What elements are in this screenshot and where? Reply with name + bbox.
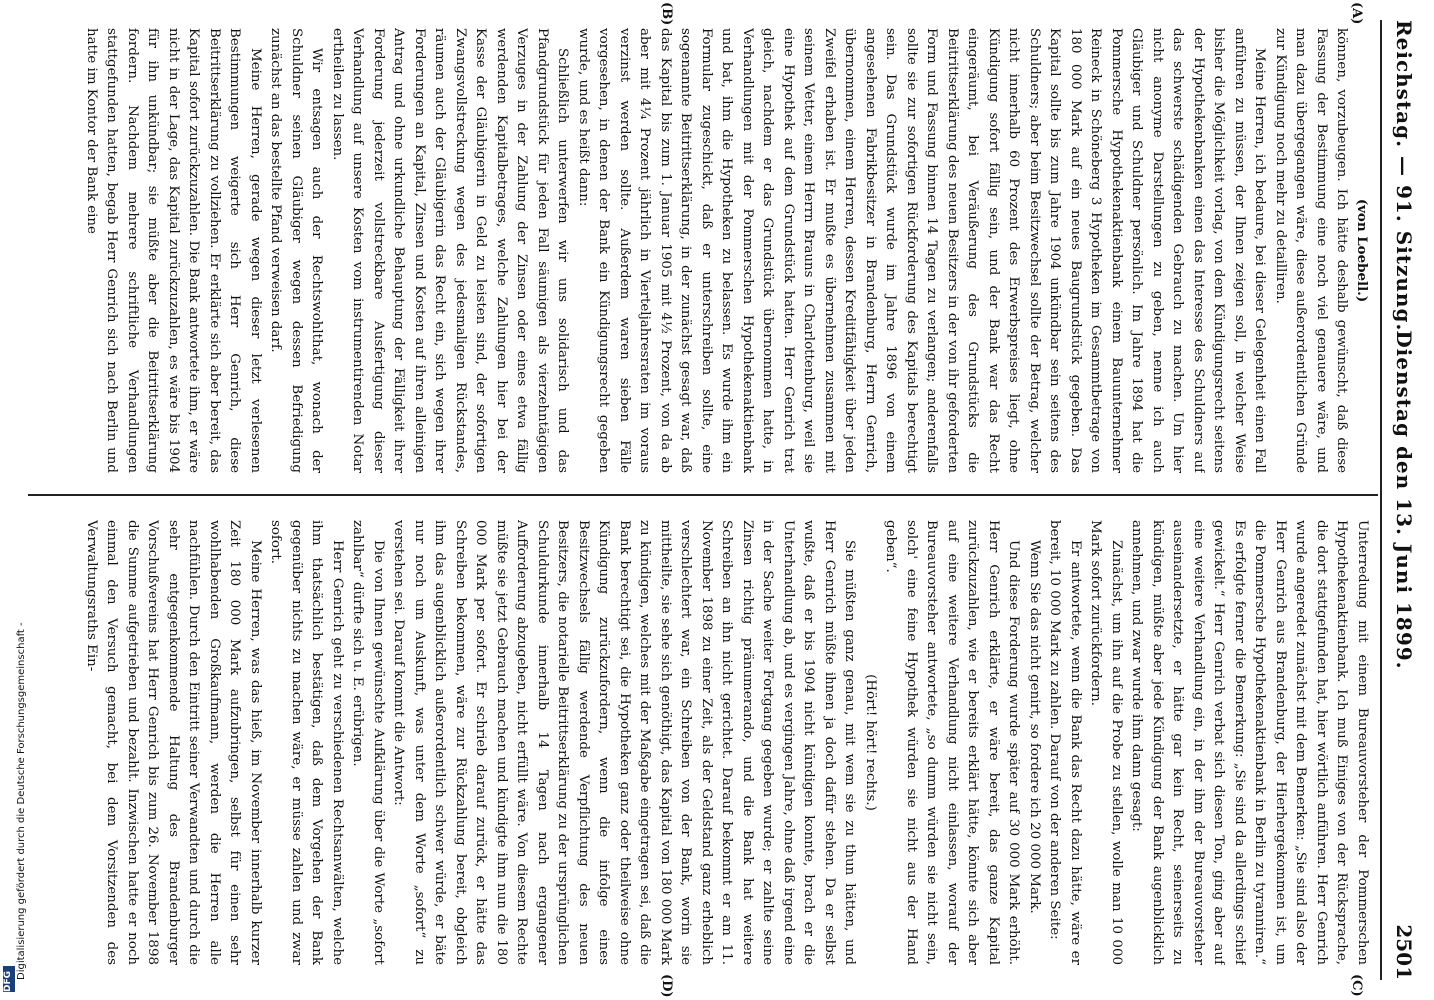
margin-mark-c: (C) [1349, 974, 1364, 997]
credit-text: Digitalisierung gefördert durch die Deutsche Forschungsgemeinschaft - [16, 622, 27, 980]
paragraph-quote: Wir entsagen auch der Rechtswohlthat, wonach der Schuldner seinen Gläubiger wegen dessen Befriedigung zunächst an das bestellte Pfand verweisen darf. [268, 28, 325, 473]
left-text-column [32, 28, 1372, 473]
margin-mark-a: (A) [1349, 2, 1364, 25]
paragraph: können, vorzubeugen. Ich hätte deshalb gewünscht, daß diese Fassung der Bestimmung eine noch viel genauere wäre, und man dazu übergegangen wäre, diese außerordentlichen Gründe zur Kündigung noch mehr zu detailliren. [1273, 28, 1350, 473]
paragraph-quote: Die von Ihnen gewünschte Aufklärung über die Worte „sofort zahlbar“ dürfte sich u. E. erübrigen. [350, 520, 386, 965]
page-header [1382, 20, 1422, 980]
margin-mark-b: (B) [659, 2, 674, 26]
paragraph: Sie müßten ganz genau, mit wem sie zu thun hätten, und Herr Genrich müßte ihnen ja doch dafür stehen. Da er selbst wußte, daß er bis 1904 nicht kündigen konnte, brach er die Unterhandlung ab, und es vergingen Jahre, ohne daß irgend eine in der Sache weiter Fortgang gegeben wurde; er zahlte seine Zinsen richtig pränumerando, und die Bank hat weitere Schreiben an ihn nicht gerichtet. Darauf bekommt er am 11. November 1898 zu einer Zeit, als der Geldstand ganz erheblich verschlechtert war, ein Schreiben von der Bank, worin sie mittheilte, sie sehe sich genöthigt, das Kapital von 180 000 Mark zu kündigen, welches mit der Maßgabe eingetragen sei, daß die Bank berechtigt sei, die Hypotheken ganz oder theilweise ohne Kündigung zurückzufordern, wenn die infolge eines Besitzwechsels fällig werdende Verpflichtung des neuen Besitzers, die notarielle Beitrittserklärung zu der ursprünglichen Schuldurkunde innerhalb 14 Tagen nach ergangener Aufforderung abzugeben, nicht erfüllt wäre. Von diesem Rechte müßte sie jetzt Gebrauch machen und kündigte ihm nun die 180 000 Mark per sofort. Er schrieb darauf zurück, er hätte das Schreiben bekommen, wäre zur Rückzahlung bereit, obgleich ihm das augenblicklich außerordentlich schwer würde, er bäte nur noch um Auskunft, was unter dem Worte „sofort“ zu verstehen sei. Darauf kommt die Antwort: [391, 520, 858, 965]
paragraph: Herr Genrich geht zu verschiedenen Rechtsanwälten, welche ihm thatsächlich bestätigen, daß dem Vorgehen der Bank gegenüber nichts zu machen wäre, er müsse zahlen und zwar sofort. [268, 520, 345, 965]
speaker-name: (von Loebell.) [1354, 198, 1370, 303]
digitization-credit [2, 100, 27, 980]
right-text-column [32, 520, 1372, 965]
paragraph-quote: Zunächst, um ihn auf die Probe zu stellen, wolle man 10 000 Mark sofort zurückfordern. [1088, 520, 1124, 965]
paragraph-quote: Schließlich unterwerfen wir uns solidarisch und das Pfandgrundstück für jeden Fall säumigen als vierzehntägigen Verzuges in der Zahlung der Zinsen oder eines etwa fällig werdenden Kapitalbetrages, welche Zahlungen hier bei der Kasse der Gläubigerin in Geld zu leisten sind, der sofortigen Zwangsvollstreckung wegen des jedesmaligen Rückstandes, räumen auch der Gläubigerin das Recht ein, sich wegen ihrer Forderungen an Kapital, Zinsen und Kosten auf ihren alleinigen Antrag und ohne urkundliche Behauptung der Fälligkeit ihrer Forderung jederzeit vollstreckbare Ausfertigung dieser Verhandlung auf unsere Kosten vom instrumentirenden Notar ertheilen zu lassen. [330, 28, 571, 473]
margin-mark-d: (D) [659, 974, 674, 998]
paragraph: Meine Herren, gerade wegen dieser letzt verlesenen Bestimmungen weigerte sich Herr Genrich, diese Beitrittserklärung zu vollziehen. Er erklärte sich aber bereit, das Kapital sofort zurückzuzahlen. Die Bank antwortete ihm, er wäre nicht in der Lage, das Kapital zurückzuzahlen, es wäre bis 1904 für ihn unkündbar; sie müßte aber die Beitrittserklärung fordern. Nachdem mehrere schriftliche Verhandlungen stattgefunden hatten, begab Herr Genrich sich nach Berlin und hatte im Kontor der Bank eine [84, 28, 263, 473]
header-session: Reichstag. — 91. Sitzung. [1392, 20, 1416, 332]
dfg-logo-text: DFG [3, 970, 13, 992]
paragraph: Und diese Forderung wurde später auf 30 000 Mark erhöht. Herr Genrich erklärte, er wäre bereit, das ganze Kapital zurückzuzahlen, wie er bereits erklärt hätte, könnte sich aber auf eine weitere Verhandlung nicht einlassen, worauf der Bureauvorsteher antwortete, „so dumm würden sie nicht sein, solch' eine feine Hypothek würden sie nicht aus der Hand geben“. [883, 520, 1022, 965]
paragraph: Meine Herren, was das hieß, im November innerhalb kurzer Zeit 180 000 Mark aufzubringen, selbst für einen sehr wohlhabenden Großkaufmann, werden die Herren alle nachfühlen. Durch den Eintritt seiner Verwandten und durch die sehr entgegenkommende Haltung des Brandenburger Vorschußvereins hat Herr Genrich bis zum 26. November 1898 die Summe aufgetrieben und bezahlt. Inzwischen hatte er noch einmal den Versuch gemacht, bei dem Vorsitzenden des Verwaltungsraths Ein- [84, 520, 263, 965]
page-number: 2501 [1392, 924, 1416, 980]
dfg-logo [3, 966, 15, 992]
paragraph: Unterredung mit einem Bureauvorsteher der Pommerschen Hypothekenaktienbank. Ich muß Einiges von der Rücksprache, die dort stattgefunden hat, hier wörtlich anführen. Herr Genrich wurde angeredet zunächst mit dem Bemerken: „Sie sind also der Herr Genrich aus Brandenburg, der Hierhergekommen ist, um die Pommersche Hypothekenaktienbank in Berlin zu tyranniren.“ Es erfolgte ferner die Bemerkung: „Sie sind da allerdings schief gewickelt.“ Herr Genrich verbat sich diesen Ton, ging aber auf eine weitere Verhandlung ein, in der ihm der Bureauvorsteher auseinandersetzte, er hätte gar kein Recht, seinerseits zu kündigen, müßte aber jede Kündigung der Bank augenblicklich annehmen, und zwar wurde ihm dann gesagt: [1129, 520, 1370, 965]
interjection: (Hört! hört! rechts.) [863, 674, 878, 811]
paragraph: Meine Herren, ich bedaure, bei dieser Gelegenheit einen Fall anführen zu müssen, der Ihnen zeigen soll, in welcher Weise bisher die Möglichkeit vorlag, von dem Kündigungsrecht seitens der Hypothekenbanken einen das Interesse des Schuldners auf das schwerste schädigenden Gebrauch zu machen. Um hier nicht anonyme Darstellungen zu geben, nenne ich auch Gläubiger und Schuldner persönlich. Im Jahre 1894 hat die Pommersche Hypothekenaktienbank einem Bauunternehmer Reineck in Schöneberg 3 Hypotheken im Gesammtbetrage von 180 000 Mark auf ein neues Baugrundstück gegeben. Das Kapital sollte bis zum Jahre 1904 unkündbar sein seitens des Schuldners; aber beim Besitzwechsel sollte der Betrag, welcher nicht innerhalb 60 Prozent des Erwerbspreises liegt, ohne Kündigung sofort fällig sein, und der Bank war das Recht eingeräumt, bei Veräußerung des Grundstücks die Beitrittserklärung des neuen Besitzers in der von ihr geforderten Form und Fassung binnen 14 Tagen zu verlangen; anderenfalls sollte sie zur sofortigen Rückforderung des Kapitals berechtigt sein. Das Grundstück wurde im Jahre 1896 von einem angesehenen Fabrikbesitzer in Brandenburg, Herrn Genrich, übernommen, einem Herren, dessen Kreditfähigkeit über jeden Zweifel erhaben ist. Er mußte es übernehmen zusammen mit seinem Vetter, einem Herrn Brauns in Charlottenburg, weil sie eine Hypothek auf dem Grundstück hatten. Herr Genrich trat gleich, nachdem er das Grundstück übernommen hatte, in Verhandlungen mit der Pommerschen Hypothekenaktienbank und bat, ihm die Hypotheken zu belassen. Es wurde ihm ein Formular zugeschickt, daß er unterschreiben sollte, eine sogenannte Beitrittserklärung, in der zunächst gesagt war, daß das Kapital bis zum 1. Januar 1905 mit 4½ Prozent, von da ab aber mit 4¼ Prozent jährlich in Vierteljahresraten im voraus verzinst werden sollte. Außerdem waren sieben Fälle vorgesehen, in denen der Bank ein Kündigungsrecht gegeben wurde, und es heißt dann: [576, 28, 1268, 473]
column-divider [28, 494, 1378, 496]
paragraph: Er antwortete, wenn die Bank das Recht dazu hätte, wäre er bereit, 10 000 Mark zu zahlen. Darauf von der anderen Seite: [1047, 520, 1083, 965]
header-rule [1380, 20, 1382, 980]
paragraph-quote: Wenn Sie das nicht genirt, so fordere ich 20 000 Mark. [1027, 540, 1042, 914]
header-title: Dienstag den 13. Juni 1899. [1392, 330, 1416, 670]
